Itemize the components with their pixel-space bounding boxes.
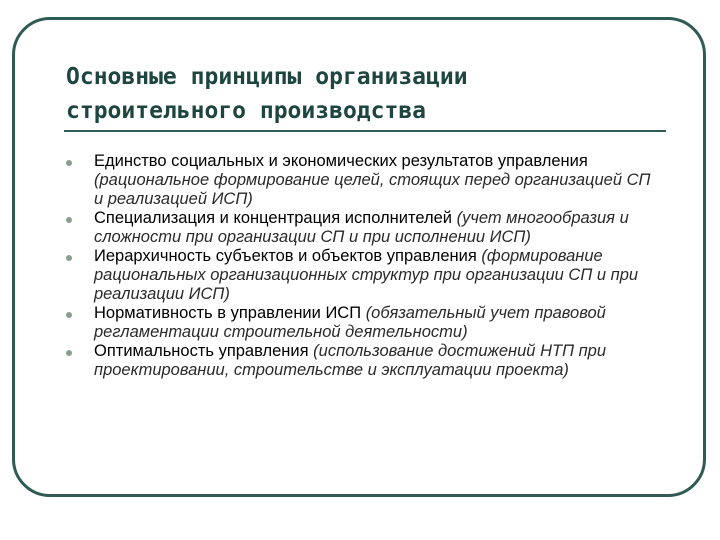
bullet-dot-icon — [66, 255, 72, 261]
bullet-item-5 — [62, 342, 662, 380]
bullet-item-2 — [62, 209, 662, 247]
bullet-note-text: (обязательный учет правовой регламентации строительной деятельности) — [94, 304, 606, 341]
bullet-dot-icon — [66, 350, 72, 356]
bullet-dot-icon — [66, 217, 72, 223]
bullet-item-4 — [62, 304, 662, 342]
title-divider — [64, 130, 666, 132]
slide-title-line-2: строительного производства — [66, 98, 427, 124]
bullet-main-text: Оптимальность управления — [94, 342, 309, 360]
bullet-list — [62, 152, 662, 380]
bullet-main-text: Специализация и концентрация исполнителей — [94, 209, 452, 227]
bullet-dot-icon — [66, 312, 72, 318]
slide-title-line-1: Основные принципы организации — [66, 64, 468, 90]
bullet-note-text: (рациональное формирование целей, стоящих перед организацией СП и реализацией ИСП) — [94, 171, 651, 208]
bullet-main-text: Иерархичность субъектов и объектов управления — [94, 247, 477, 265]
bullet-item-3 — [62, 247, 662, 304]
bullet-main-text: Нормативность в управлении ИСП — [94, 304, 362, 322]
bullet-note-text: (формирование рациональных организационных структур при организации СП и при реализации ИСП) — [94, 247, 639, 303]
bullet-main-text: Единство социальных и экономических результатов управления — [94, 152, 588, 170]
bullet-note-text: (учет многообразия и сложности при организации СП и при исполнении ИСП) — [94, 209, 629, 246]
bullet-item-1 — [62, 152, 662, 209]
bullet-note-text: (использование достижений НТП при проектировании, строительстве и эксплуатации проекта) — [94, 342, 607, 379]
bullet-dot-icon — [66, 160, 72, 166]
slide-title — [66, 60, 676, 128]
